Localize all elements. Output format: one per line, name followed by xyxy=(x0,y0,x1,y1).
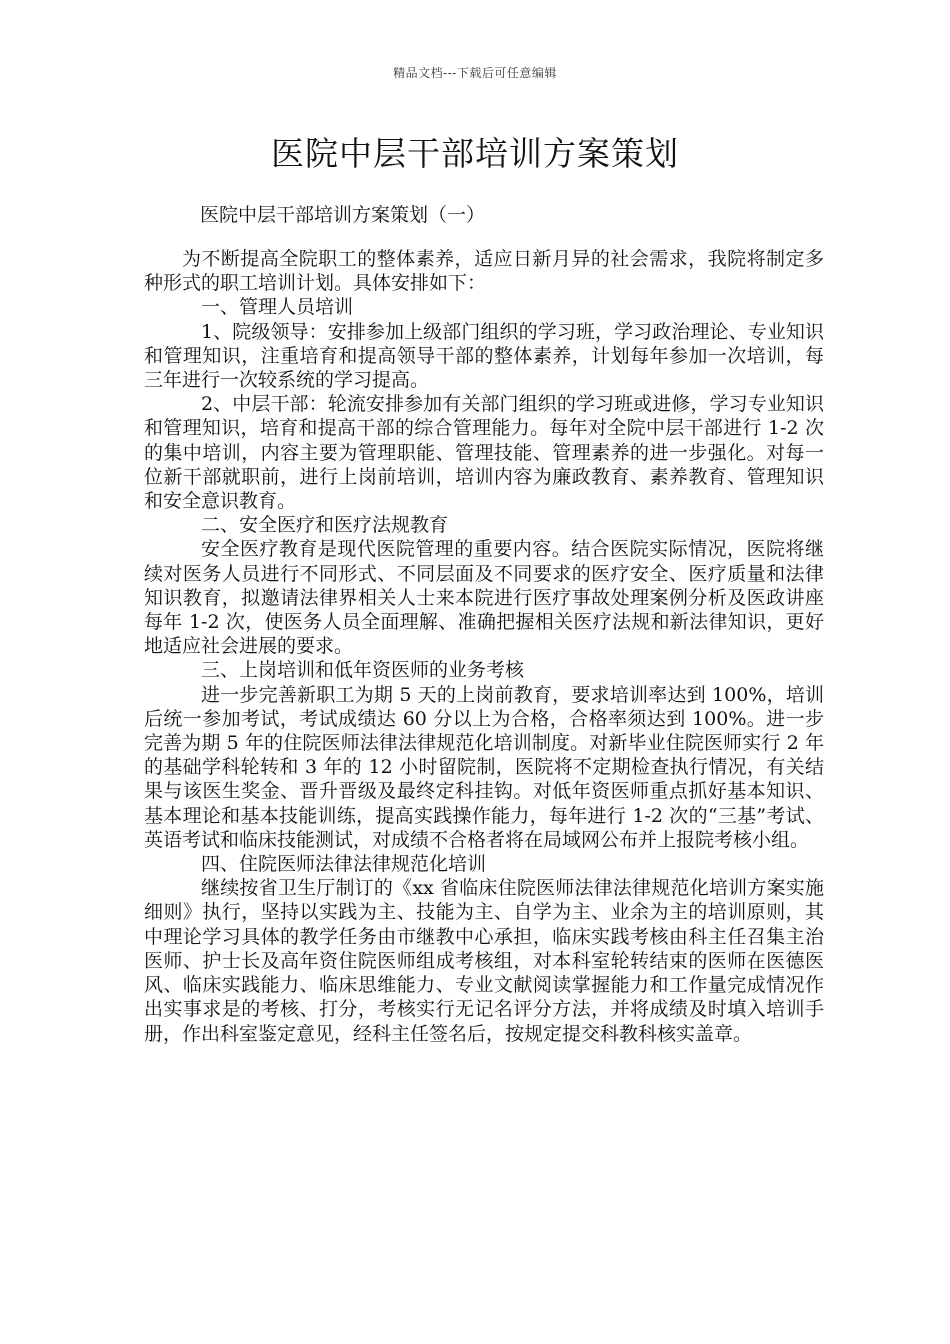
section-heading-1: 一、管理人员培训 xyxy=(201,296,354,319)
section-heading-4: 四、住院医师法律法律规范化培训 xyxy=(201,853,487,876)
document-title: 医院中层干部培训方案策划 xyxy=(271,134,679,173)
section-heading-2: 二、安全医疗和医疗法规教育 xyxy=(201,514,449,537)
paragraph-middle-cadres: 2、中层干部：轮流安排参加有关部门组织的学习班或进修，学习专业知识和管理知识，培育和提高干部的综合管理能力。每年对全院中层干部进行 1-2 次的集中培训，内容主要为管理职能、管理技能、管理素养的进一步强化。对每一位新干部就职前，进行上岗前培训，培训内容为廉政教育、素养教育、管理知识和安全意识教育。 xyxy=(144,393,824,513)
section-heading-3: 三、上岗培训和低年资医师的业务考核 xyxy=(201,659,525,682)
paragraph-onboarding: 进一步完善新职工为期 5 天的上岗前教育，要求培训率达到 100%，培训后统一参加考试，考试成绩达 60 分以上为合格，合格率须达到 100%。进一步完善为期 5 年的住院医师法律法律规范化培训制度。对新毕业住院医师实行 2 年的基础学科轮转和 3 年的 12 小时留院制，医院将不定期检查执行情况，有关结果与该医生奖金、晋升晋级及最终定科挂钩。对低年资医师重点抓好基本知识、基本理论和基本技能训练，提高实践操作能力，每年进行 1-2 次的“三基”考试、英语考试和临床技能测试，对成绩不合格者将在局域网公布并上报院考核小组。 xyxy=(144,683,824,851)
paragraph-leaders: 1、院级领导：安排参加上级部门组织的学习班，学习政治理论、专业知识和管理知识，注重培育和提高领导干部的整体素养，计划每年参加一次培训，每三年进行一次较系统的学习提高。 xyxy=(144,320,824,392)
paragraph-safety: 安全医疗教育是现代医院管理的重要内容。结合医院实际情况，医院将继续对医务人员进行不同形式、不同层面及不同要求的医疗安全、医疗质量和法律知识教育，拟邀请法律界相关人士来本院进行医疗事故处理案例分析及医政讲座每年 1-2 次，使医务人员全面理解、准确把握相关医疗法规和新法律知识，更好地适应社会进展的要求。 xyxy=(144,538,824,658)
document-subtitle: 医院中层干部培训方案策划（一） xyxy=(200,204,486,226)
intro-paragraph: 为不断提高全院职工的整体素养，适应日新月异的社会需求，我院将制定多种形式的职工培训计划。具体安排如下： xyxy=(144,248,824,295)
paragraph-residency: 继续按省卫生厅制订的《xx 省临床住院医师法律法律规范化培训方案实施细则》执行，坚持以实践为主、技能为主、自学为主、业余为主的培训原则，其中理论学习具体的教学任务由市继教中心承担，临床实践考核由科主任召集主治医师、护士长及高年资住院医师组成考核组，对本科室轮转结束的医师在医德医风、临床实践能力、临床思维能力、专业文献阅读掌握能力和工作量完成情况作出实事求是的考核、打分，考核实行无记名评分方法，并将成绩及时填入培训手册，作出科室鉴定意见，经科主任签名后，按规定提交科教科核实盖章。 xyxy=(144,877,824,1045)
document-body xyxy=(144,247,824,1046)
header-note: 精品文档---下载后可任意编辑 xyxy=(393,66,557,80)
